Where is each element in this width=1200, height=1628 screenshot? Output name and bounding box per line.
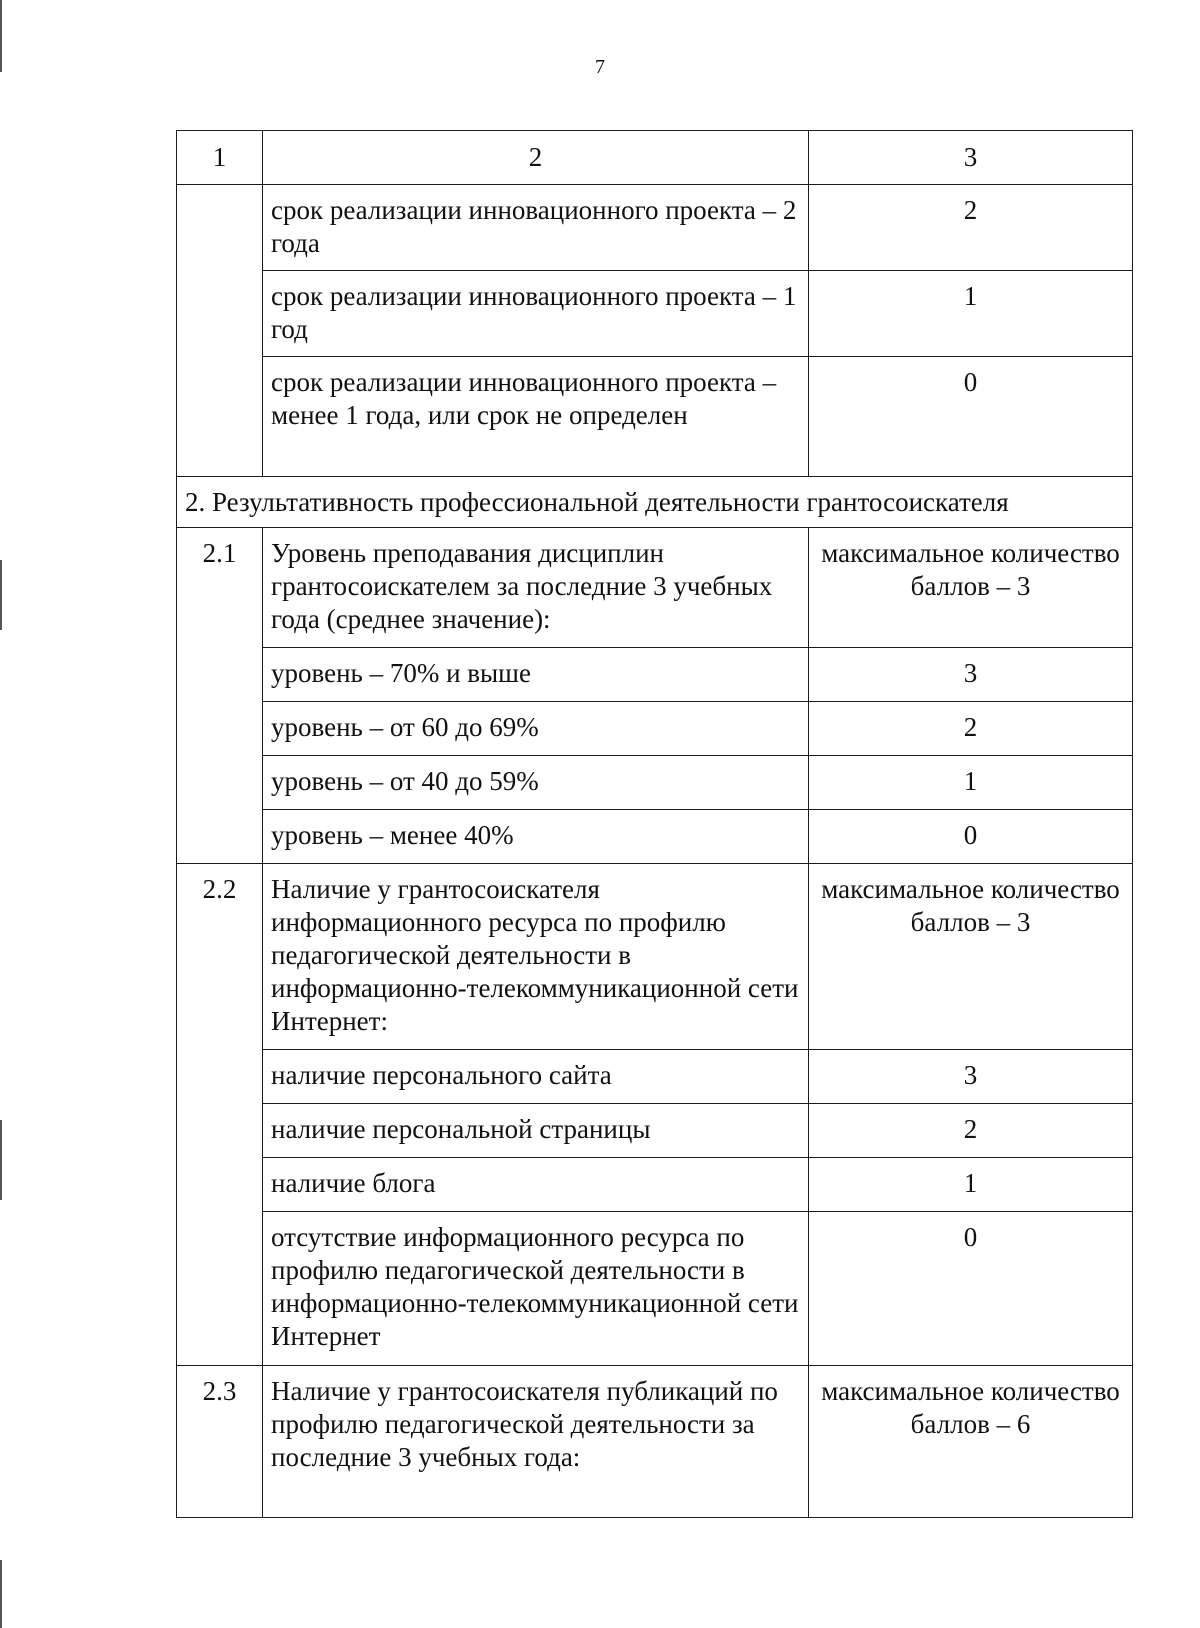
criterion-text: уровень – 70% и выше xyxy=(263,648,809,702)
item-max-score: максимальное количество баллов – 6 xyxy=(809,1366,1133,1518)
criterion-text: наличие персональной страницы xyxy=(263,1104,809,1158)
table-row xyxy=(177,528,1133,648)
criterion-score: 3 xyxy=(809,648,1133,702)
criterion-text: наличие персонального сайта xyxy=(263,1050,809,1104)
item-max-score: максимальное количество баллов – 3 xyxy=(809,528,1133,648)
scan-edge-mark xyxy=(0,560,2,630)
criterion-score: 3 xyxy=(809,1050,1133,1104)
criterion-text: срок реализации инновационного проекта – 2 года xyxy=(263,185,809,271)
table-row xyxy=(177,864,1133,1050)
criterion-score: 1 xyxy=(809,271,1133,357)
table-header-row xyxy=(177,131,1133,185)
table-row xyxy=(177,756,1133,810)
table-row xyxy=(177,648,1133,702)
criterion-score: 0 xyxy=(809,357,1133,477)
criterion-text: уровень – от 40 до 59% xyxy=(263,756,809,810)
item-number: 2.2 xyxy=(177,864,263,1366)
table-row xyxy=(177,1212,1133,1366)
criteria-table xyxy=(176,130,1133,1518)
table-row xyxy=(177,1158,1133,1212)
scan-edge-mark xyxy=(0,1560,2,1628)
criterion-text: уровень – менее 40% xyxy=(263,810,809,864)
header-cell-3: 3 xyxy=(809,131,1133,185)
section-title: 2. Результативность профессиональной деятельности грантосоискателя xyxy=(177,477,1133,528)
criterion-score: 1 xyxy=(809,756,1133,810)
criterion-text: срок реализации инновационного проекта – менее 1 года, или срок не определен xyxy=(263,357,809,477)
table-row xyxy=(177,1104,1133,1158)
table-row xyxy=(177,1366,1133,1518)
item-max-score: максимальное количество баллов – 3 xyxy=(809,864,1133,1050)
page-number: 7 xyxy=(595,56,605,78)
table-row xyxy=(177,185,1133,271)
criterion-score: 2 xyxy=(809,702,1133,756)
table-row xyxy=(177,702,1133,756)
criterion-score: 0 xyxy=(809,1212,1133,1366)
criterion-text: срок реализации инновационного проекта – 1 год xyxy=(263,271,809,357)
section-heading-row xyxy=(177,477,1133,528)
table-row xyxy=(177,1050,1133,1104)
item-title: Наличие у грантосоискателя публикаций по профилю педагогической деятельности за последние 3 учебных года: xyxy=(263,1366,809,1518)
criterion-text: отсутствие информационного ресурса по профилю педагогической деятельности в информационно-телекоммуникационной сети Интернет xyxy=(263,1212,809,1366)
row-number-empty xyxy=(177,185,263,477)
header-cell-1: 1 xyxy=(177,131,263,185)
item-number: 2.3 xyxy=(177,1366,263,1518)
criterion-text: уровень – от 60 до 69% xyxy=(263,702,809,756)
table-row xyxy=(177,271,1133,357)
criterion-score: 1 xyxy=(809,1158,1133,1212)
scan-edge-mark xyxy=(0,1120,2,1200)
criterion-text: наличие блога xyxy=(263,1158,809,1212)
item-title: Наличие у грантосоискателя информационного ресурса по профилю педагогической деятельности в информационно-телекоммуникационной сети Интернет: xyxy=(263,864,809,1050)
table-row xyxy=(177,357,1133,477)
criterion-score: 2 xyxy=(809,1104,1133,1158)
criterion-score: 0 xyxy=(809,810,1133,864)
table-row xyxy=(177,810,1133,864)
item-title: Уровень преподавания дисциплин грантосоискателем за последние 3 учебных года (среднее значение): xyxy=(263,528,809,648)
criterion-score: 2 xyxy=(809,185,1133,271)
header-cell-2: 2 xyxy=(263,131,809,185)
item-number: 2.1 xyxy=(177,528,263,864)
